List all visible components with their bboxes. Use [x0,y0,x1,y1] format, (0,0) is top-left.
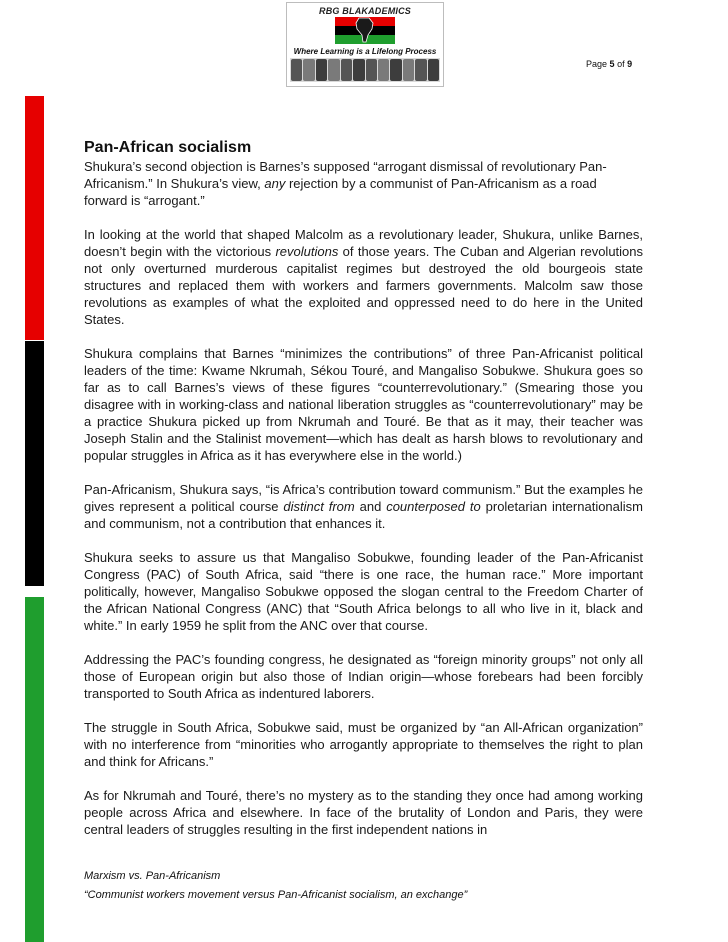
portrait-image [378,59,389,81]
rbg-blakademics-logo [286,2,444,87]
black-color-bar [25,341,44,586]
portrait-image [328,59,339,81]
paragraph: In looking at the world that shaped Malcolm as a revolutionary leader, Shukura, unlike Barnes, doesn’t begin with the victorious revolutions of those years. The Cuban and Algerian revolutions not only overturned murderous capitalist regimes but destroyed the old bourgeois state structures and replaced them with workers and farmers governments. Malcolm saw those revolutions as examples of what the exploited and oppressed need to do here in the United States. [84,227,644,327]
paragraph: As for Nkrumah and Touré, there’s no mystery as to the standing they once had among working people across Africa and elsewhere. In face of the brutality of London and Paris, they were central leaders of struggles resulting in the first independent nations in [84,788,643,837]
page-footer [84,867,644,905]
paragraph: The struggle in South Africa, Sobukwe said, must be organized by “an All-African organization” with no interference from “minorities who arrogantly appropriate to themselves the right to plan and think for Africans.” [84,720,643,769]
portrait-image [341,59,352,81]
page-number: Page 5 of 9 [586,59,633,69]
portrait-image [303,59,314,81]
portrait-image [366,59,377,81]
portrait-image [415,59,426,81]
portrait-image [291,59,302,81]
footer-subtitle: “Communist workers movement versus Pan-Africanist socialism, an exchange” [84,889,468,901]
red-color-bar [25,96,44,340]
portrait-strip [290,58,440,82]
green-color-bar [25,597,44,942]
paragraph: Pan-Africanism, Shukura says, “is Africa’s contribution toward communism.” But the examples he gives represent a political course distinct from and counterposed to proletarian internationalism and communism, not a contribution that enhances it. [84,482,643,531]
logo-title: RBG BLAKADEMICS [319,6,411,16]
portrait-image [353,59,364,81]
paragraph: Addressing the PAC’s founding congress, he designated as “foreign minority groups” not only all those of European origin but also those of Indian origin—whose forebears had been forcibly transported to South Africa as indentured laborers. [84,652,643,701]
paragraph: Shukura’s second objection is Barnes’s supposed “arrogant dismissal of revolutionary Pan-Africanism.” In Shukura’s view, any rejection by a communist of Pan-Africanism as a road forward is “arrogant.” [84,159,607,208]
portrait-image [316,59,327,81]
paragraph: Shukura seeks to assure us that Mangaliso Sobukwe, founding leader of the Pan-Africanist Congress (PAC) of South Africa, said “there is one race, the human race.” More important politically, however, Mangaliso Sobukwe opposed the slogan central to the Freedom Charter of the African National Congress (ANC) that “South Africa belongs to all who live in it, black and white.” In early 1959 he split from the ANC over that course. [84,550,643,633]
portrait-image [428,59,439,81]
logo-tagline: Where Learning is a Lifelong Process [293,47,437,56]
document-body [84,138,643,855]
section-title: Pan-African socialism [84,139,252,156]
portrait-image [403,59,414,81]
footer-title: Marxism vs. Pan-Africanism [84,870,221,882]
portrait-image [390,59,401,81]
paragraph: Shukura complains that Barnes “minimizes the contributions” of three Pan-Africanist political leaders of the time: Kwame Nkrumah, Sékou Touré, and Mangaliso Sobukwe. Shukura goes so far as to call Barnes’s views of these figures “counterrevolutionary.” (Smearing those you disagree with in working-class and national liberation struggles as “counterrevolutionary” may be a practice Shukura picked up from Nkrumah and Touré. Be that as it may, their teacher was Joseph Stalin and the Stalinist movement—which has dealt as harsh blows to revolutionary and popular struggles in Africa as it has everywhere else in the world.) [84,346,643,463]
africa-emblem-icon [335,15,395,45]
